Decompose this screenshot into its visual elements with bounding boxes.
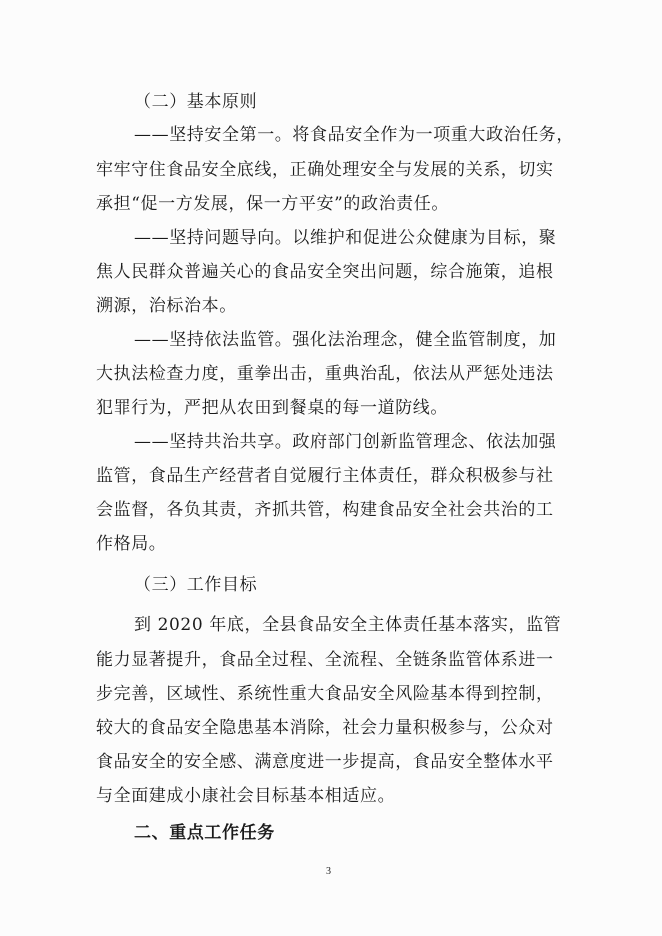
paragraph-line: 牢牢守住食品安全底线，正确处理安全与发展的关系，切实 xyxy=(96,160,554,180)
paragraph-line: 能力显著提升，食品全过程、全流程、全链条监管体系进一 xyxy=(96,650,554,670)
paragraph-line: 监管，食品生产经营者自觉履行主体责任，群众积极参与社 xyxy=(96,466,554,486)
section-heading-key-tasks: 二、重点工作任务 xyxy=(134,823,275,843)
paragraph-line: ——坚持共治共享。政府部门创新监管理念、依法加强 xyxy=(134,432,557,452)
paragraph-line: 作格局。 xyxy=(96,534,167,554)
paragraph-line: ——坚持安全第一。将食品安全作为一项重大政治任务， xyxy=(134,125,574,145)
paragraph-line: 食品安全的安全感、满意度进一步提高，食品安全整体水平 xyxy=(96,752,554,772)
paragraph-line: 大执法检查力度，重拳出击，重典治乱，依法从严惩处违法 xyxy=(96,364,554,384)
section-heading-work-goals: （三）工作目标 xyxy=(134,575,258,595)
paragraph-line: 步完善，区域性、系统性重大食品安全风险基本得到控制， xyxy=(96,684,554,704)
paragraph-line: 焦人民群众普遍关心的食品安全突出问题，综合施策，追根 xyxy=(96,262,554,282)
paragraph-line: ——坚持问题导向。以维护和促进公众健康为目标，聚 xyxy=(134,228,557,248)
paragraph-line: 犯罪行为，严把从农田到餐桌的每一道防线。 xyxy=(96,398,448,418)
paragraph-line: 溯源，治标治本。 xyxy=(96,296,237,316)
paragraph-line: ——坚持依法监管。强化法治理念，健全监管制度，加 xyxy=(134,330,557,350)
paragraph-line: 与全面建成小康社会目标基本相适应。 xyxy=(96,786,396,806)
section-heading-basic-principles: （二）基本原则 xyxy=(134,92,258,112)
paragraph-line: 会监督，各负其责，齐抓共管，构建食品安全社会共治的工 xyxy=(96,500,554,520)
paragraph-line: 承担“促一方发展，保一方平安”的政治责任。 xyxy=(96,194,449,214)
page-number: 3 xyxy=(326,866,331,877)
paragraph-line: 较大的食品安全隐患基本消除，社会力量积极参与，公众对 xyxy=(96,718,554,738)
paragraph-line: 到 2020 年底，全县食品安全主体责任基本落实，监管 xyxy=(134,615,562,635)
